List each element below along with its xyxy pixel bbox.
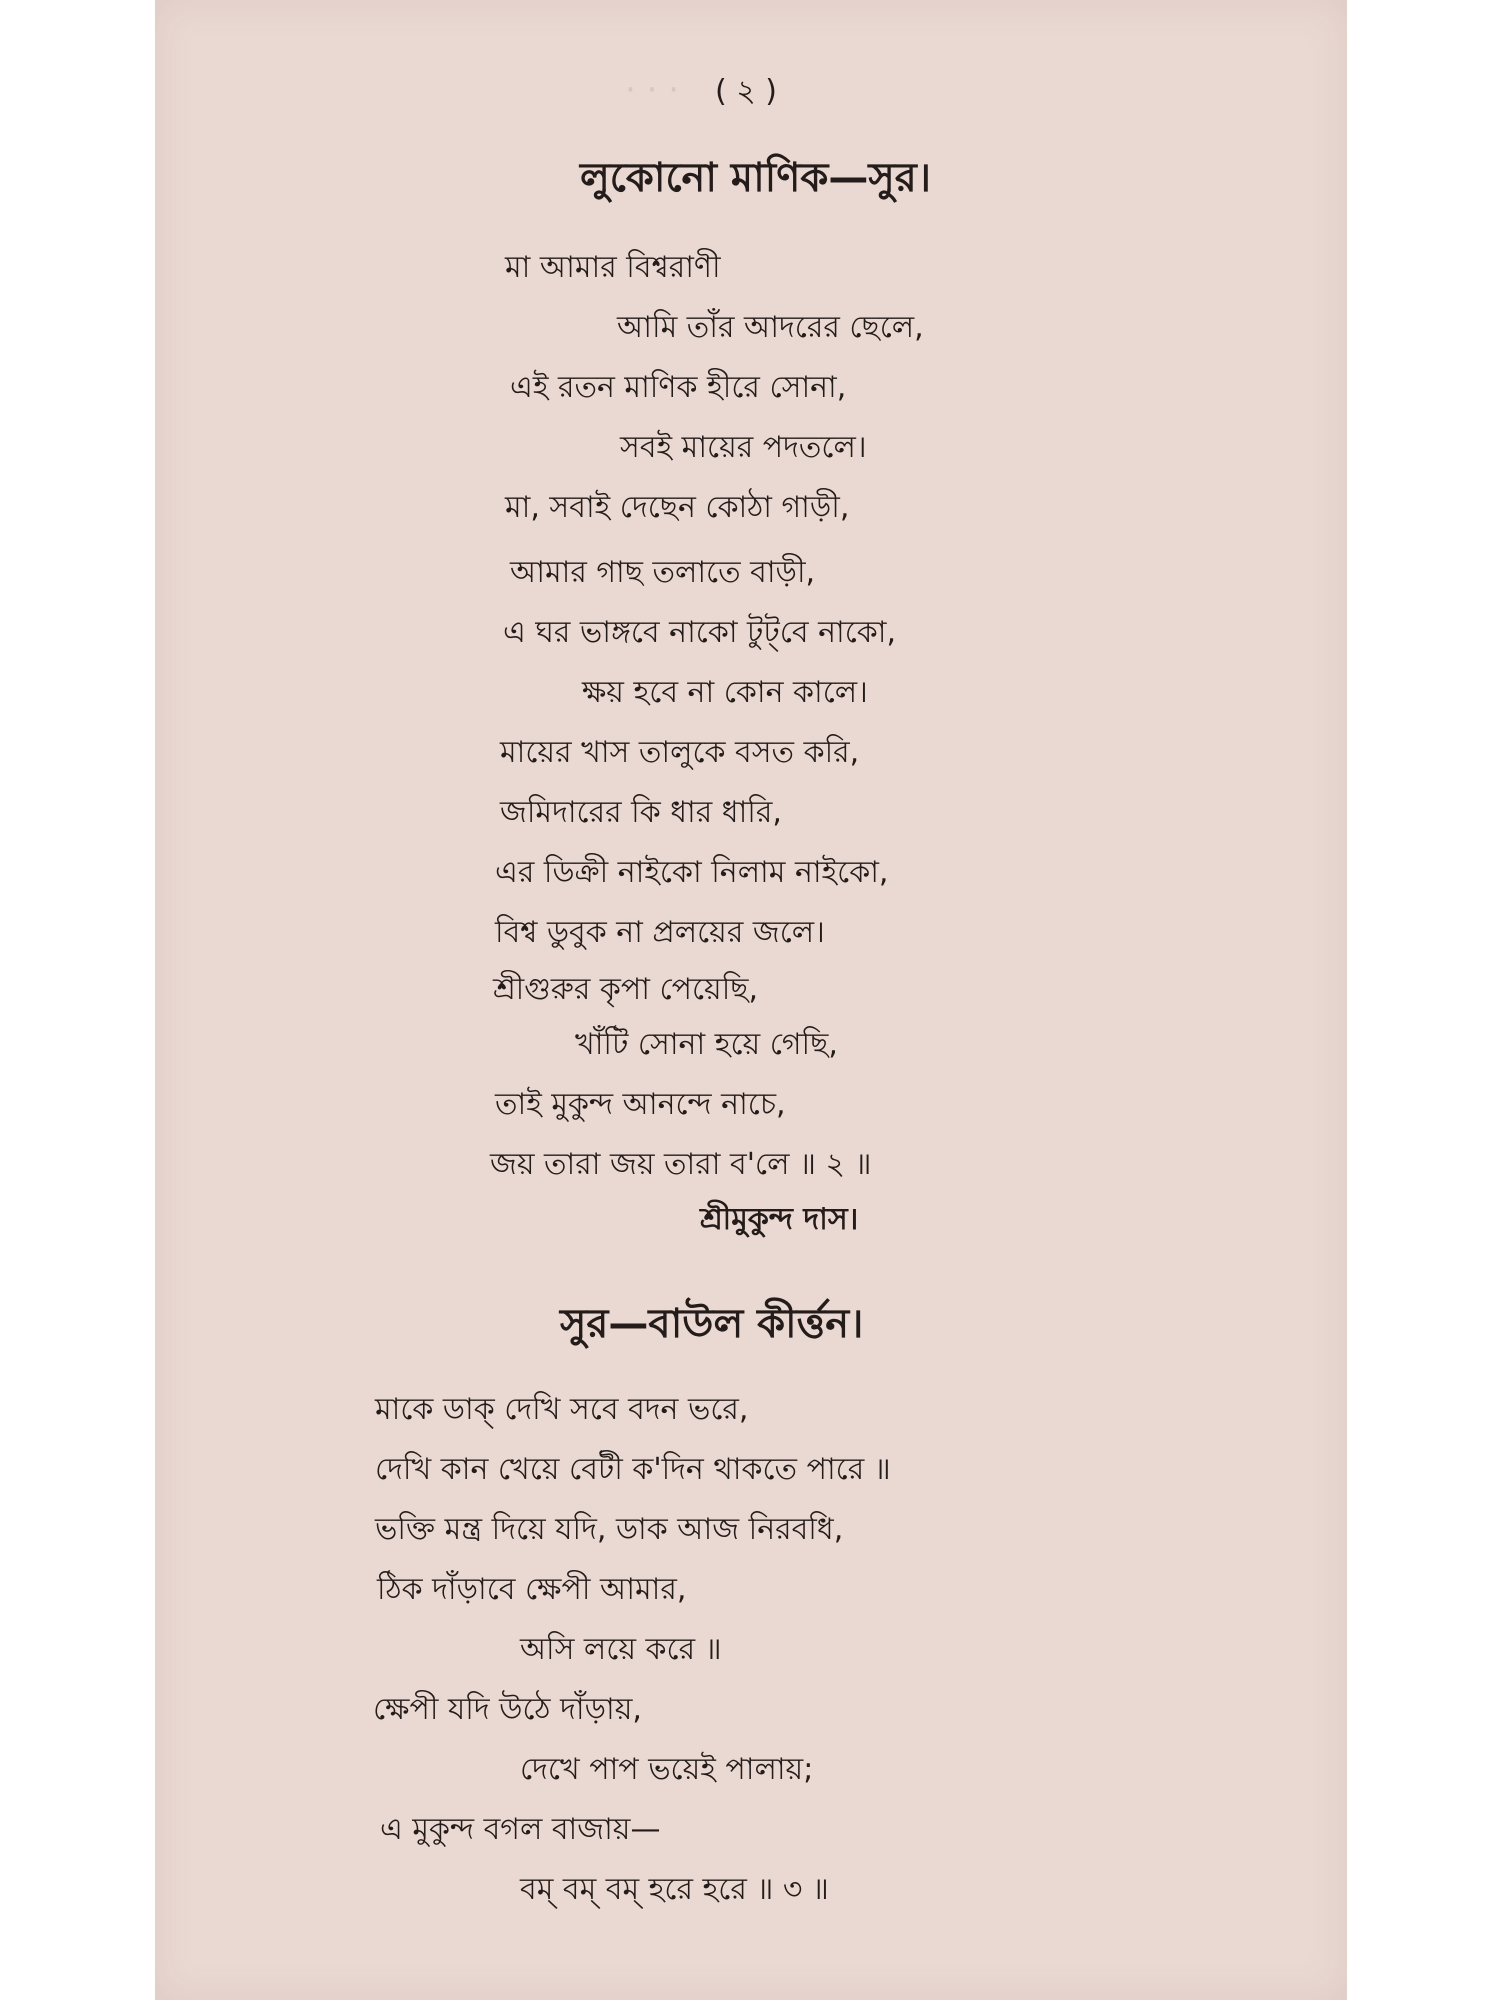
song-1-line: ক্ষয় হবে না কোন কালে। — [582, 675, 868, 710]
bleed-through-text: · · · — [625, 70, 680, 110]
song-2-heading: সুর—বাউল কীর্ত্তন। — [560, 1301, 864, 1347]
song-1-signature: শ্রীমুকুন্দ দাস। — [700, 1202, 859, 1237]
song-2-line: ক্ষেপী যদি উঠে দাঁড়ায়, — [373, 1692, 642, 1727]
song-1-line: মা, সবাই দেছেন কোঠা গাড়ী, — [505, 490, 850, 525]
song-1-line: তাই মুকুন্দ আনন্দে নাচে, — [495, 1087, 786, 1122]
song-2-line: ঠিক দাঁড়াবে ক্ষেপী আমার, — [377, 1572, 687, 1607]
song-2-line: বম্‌ বম্‌ বম্‌ হরে হরে ॥ ৩ ॥ — [520, 1872, 829, 1907]
song-2-line: এ মুকুন্দ বগল বাজায়— — [380, 1812, 661, 1847]
song-2-line: দেখি কান খেয়ে বেটী ক'দিন থাকতে পারে ॥ — [375, 1452, 891, 1487]
song-1-line: এর ডিক্রী নাইকো নিলাম নাইকো, — [495, 855, 889, 890]
book-page — [155, 0, 1347, 2000]
song-1-line: সবই মায়ের পদতলে। — [620, 430, 867, 465]
song-1-line: এই রতন মাণিক হীরে সোনা, — [510, 370, 847, 405]
song-1-line: জমিদারের কি ধার ধারি, — [500, 795, 782, 830]
song-1-heading: লুকোনো মাণিক—সুর। — [580, 155, 932, 201]
song-1-line: জয় তারা জয় তারা ব'লে ॥ ২ ॥ — [490, 1147, 872, 1182]
page-number: ( ২ ) — [715, 74, 777, 109]
song-1-line: মা আমার বিশ্বরাণী — [505, 250, 721, 285]
song-1-line: শ্রীগুরুর কৃপা পেয়েছি, — [493, 972, 759, 1007]
song-1-line: এ ঘর ভাঙ্গবে নাকো টুট্‌বে নাকো, — [503, 615, 897, 650]
song-2-line: অসি লয়ে করে ॥ — [520, 1632, 722, 1667]
song-1-line: মায়ের খাস তালুকে বসত করি, — [500, 735, 860, 770]
song-2-line: ভক্তি মন্ত্র দিয়ে যদি, ডাক আজ নিরবধি, — [375, 1512, 844, 1547]
song-1-line: আমি তাঁর আদরের ছেলে, — [617, 310, 924, 345]
song-1-line: বিশ্ব ডুবুক না প্রলয়ের জলে। — [495, 915, 825, 950]
song-2-line: মাকে ডাক্‌ দেখি সবে বদন ভরে, — [375, 1392, 749, 1427]
song-1-line: আমার গাছ তলাতে বাড়ী, — [510, 555, 816, 590]
song-2-line: দেখে পাপ ভয়েই পালায়; — [520, 1752, 814, 1787]
song-1-line: খাঁটি সোনা হয়ে গেছি, — [575, 1027, 838, 1062]
